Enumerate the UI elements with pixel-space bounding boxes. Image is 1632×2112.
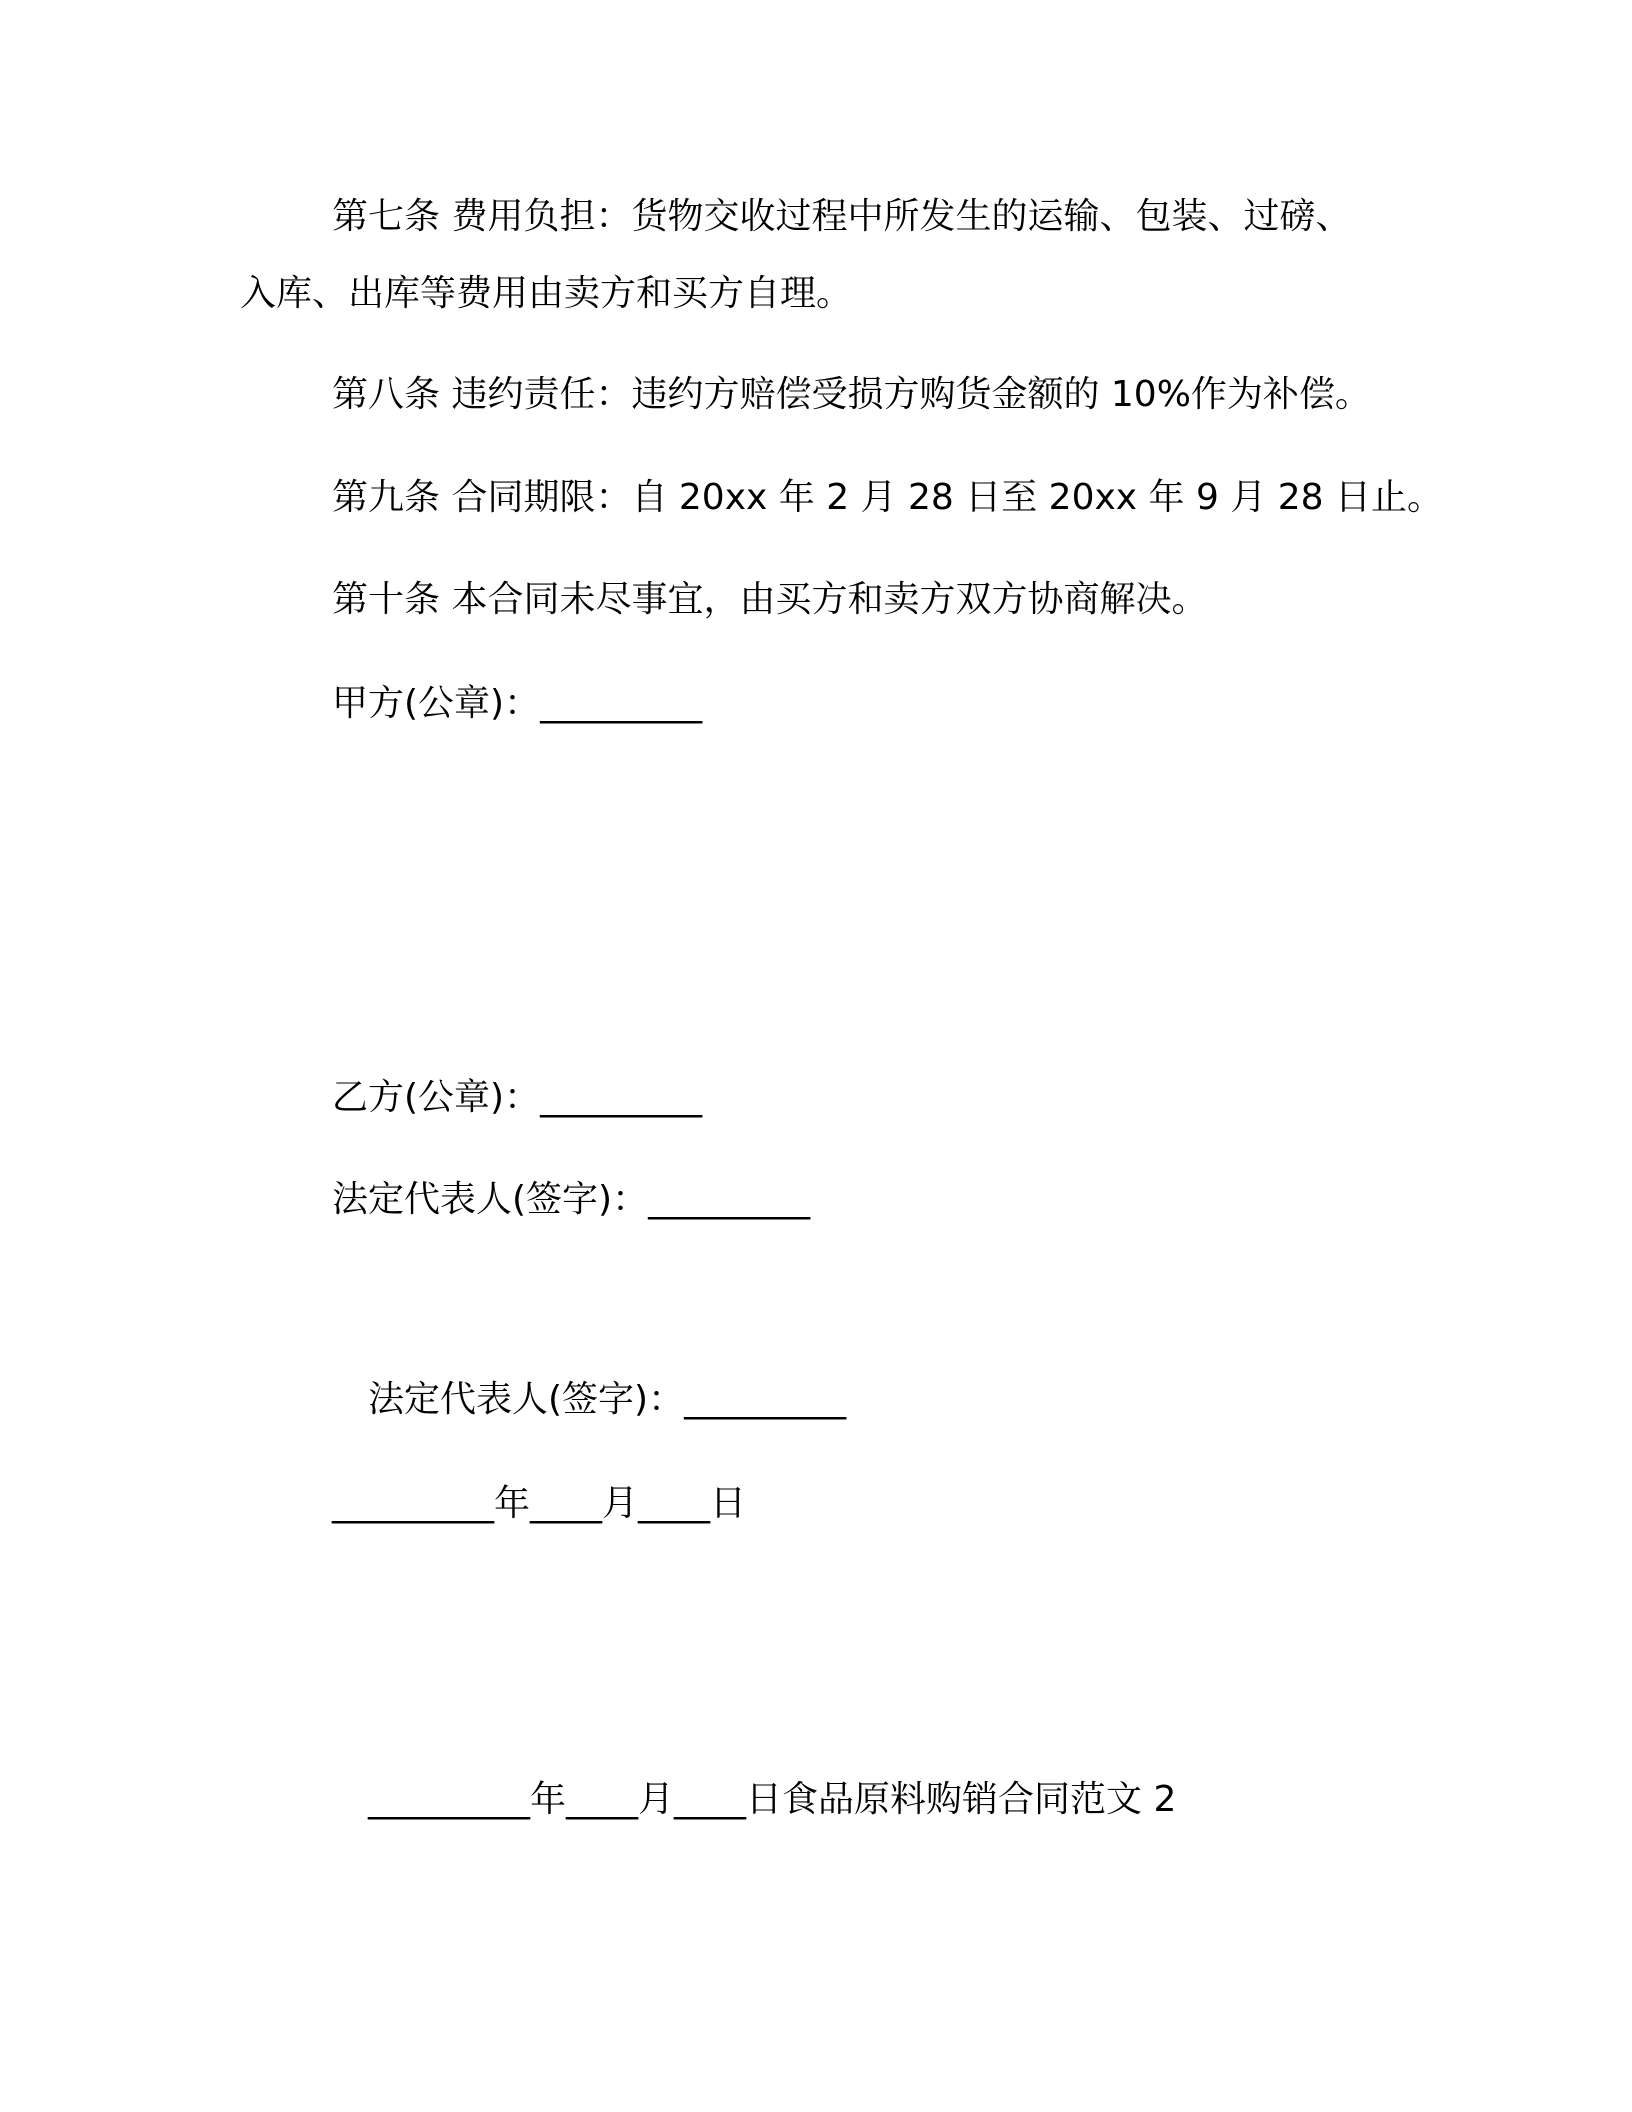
- article-7-line-1: 第七条 费用负担：货物交收过程中所发生的运输、包装、过磅、: [332, 196, 1352, 237]
- party-a-seal-field: 甲方(公章)：_________: [332, 683, 703, 724]
- article-10: 第十条 本合同未尽事宜，由买方和卖方双方协商解决。: [332, 579, 1208, 620]
- date-field: _________年____月____日: [332, 1483, 746, 1524]
- article-9: 第九条 合同期限：自 20xx 年 2 月 28 日至 20xx 年 9 月 28 日止。: [332, 477, 1444, 518]
- legal-representative-signature-2: 法定代表人(签字)：_________: [368, 1379, 847, 1420]
- legal-representative-signature-1: 法定代表人(签字)：_________: [332, 1179, 811, 1220]
- party-b-seal-field: 乙方(公章)：_________: [332, 1077, 703, 1118]
- article-7-line-2: 入库、出库等费用由卖方和买方自理。: [240, 273, 853, 314]
- article-8: 第八条 违约责任：违约方赔偿受损方购货金额的 10%作为补偿。: [332, 374, 1371, 415]
- next-contract-title: _________年____月____日食品原料购销合同范文 2: [368, 1779, 1177, 1820]
